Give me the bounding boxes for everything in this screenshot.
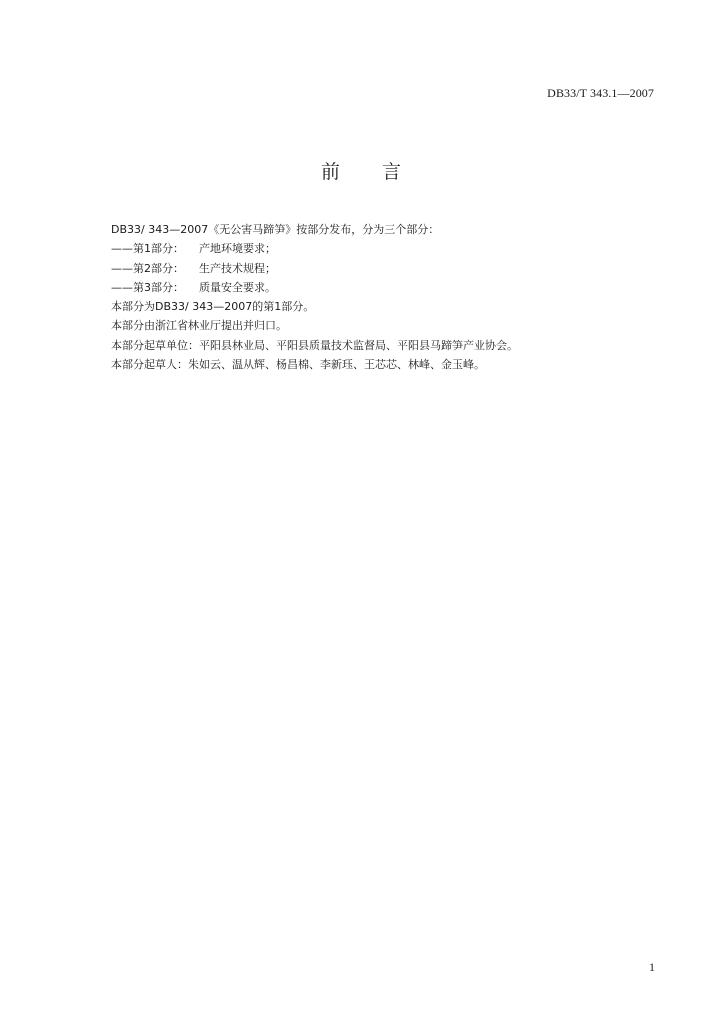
drafters-statement: 本部分起草人：朱如云、温从辉、杨昌棉、李新珏、王芯芯、林峰、金玉峰。 (111, 358, 485, 372)
foreword-intro: DB33/ 343—2007《无公害马蹄笋》按部分发布，分为三个部分： (111, 223, 440, 236)
drafting-units-statement: 本部分起草单位：平阳县林业局、平阳县质量技术监督局、平阳县马蹄笋产业协会。 (111, 338, 518, 352)
foreword-body (111, 220, 671, 374)
part-label: ——第2部分： (111, 261, 184, 275)
part-title: 质量安全要求。 (199, 280, 276, 294)
proposed-by-statement: 本部分由浙江省林业厅提出并归口。 (111, 319, 287, 333)
page-title (0, 157, 724, 184)
title-char-1: 前 (320, 161, 342, 183)
part-label: ——第1部分： (111, 242, 184, 256)
title-char-2: 言 (382, 161, 404, 183)
part-title: 生产技术规程； (199, 261, 276, 275)
part-label: ——第3部分： (111, 280, 184, 294)
part-item (111, 259, 671, 278)
this-part-statement: 本部分为DB33/ 343—2007的第1部分。 (111, 300, 315, 314)
part-item (111, 278, 671, 297)
standard-code: DB33/T 343.1—2007 (547, 86, 654, 100)
part-item (111, 239, 671, 258)
page-number: 1 (649, 960, 655, 974)
part-title: 产地环境要求； (199, 242, 276, 256)
